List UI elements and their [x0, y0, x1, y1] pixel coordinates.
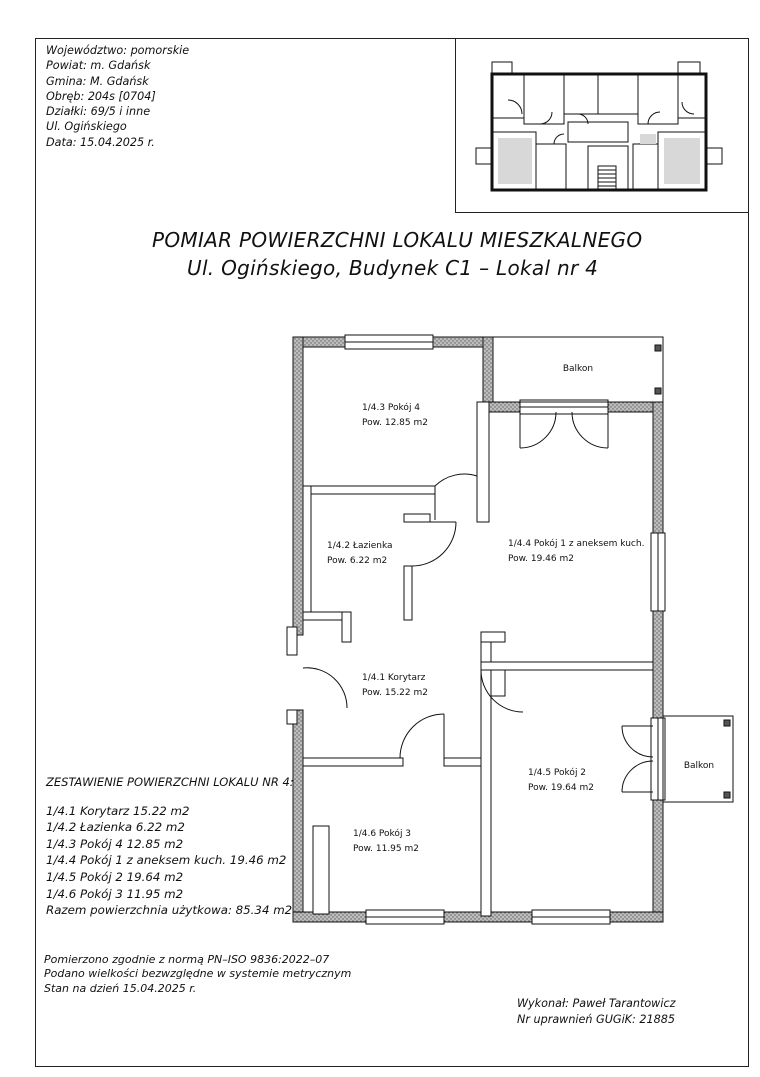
balcony-top: [493, 337, 663, 402]
balcony-right: [663, 716, 733, 802]
room-4-4-area: Pow. 19.46 m2: [508, 554, 574, 564]
room-4-4-name: 1/4.4 Pokój 1 z aneksem kuch.: [508, 539, 645, 549]
room-4-1-name: 1/4.1 Korytarz: [362, 673, 426, 683]
interior-walls: [287, 402, 653, 916]
meta-street: Ul. Ogińskiego: [46, 120, 127, 134]
meta-precinct: Obręb: 204s [0704]: [46, 89, 156, 103]
room-4-1-area: Pow. 15.22 m2: [362, 688, 428, 698]
note-units: Podano wielkości bezwzględne w systemie metrycznym: [44, 967, 352, 981]
balcony-right-label: Balkon: [683, 761, 715, 771]
meta-county: Powiat: m. Gdańsk: [46, 59, 151, 73]
room-4-3-area: Pow. 12.85 m2: [362, 418, 428, 428]
room-4-6-area: Pow. 11.95 m2: [353, 844, 419, 854]
room-4-3-name: 1/4.3 Pokój 4: [362, 403, 421, 413]
note-standard: Pomierzono zgodnie z normą PN–ISO 9836:2022–07: [44, 953, 330, 966]
summary-heading: ZESTAWIENIE POWIERZCHNI LOKALU NR 4:: [46, 775, 294, 789]
summary-item: 1/4.4 Pokój 1 z aneksem kuch. 19.46 m2: [46, 853, 287, 868]
area-summary: [46, 774, 294, 919]
summary-item: 1/4.3 Pokój 4 12.85 m2: [46, 836, 184, 851]
room-4-5-area: Pow. 19.64 m2: [528, 783, 594, 793]
summary-total: Razem powierzchnia użytkowa: 85.34 m2: [46, 903, 293, 918]
meta-plots: Działki: 69/5 i inne: [46, 105, 151, 119]
document-title: POMIAR POWIERZCHNI LOKALU MIESZKALNEGO: [152, 228, 643, 252]
summary-item: 1/4.6 Pokój 3 11.95 m2: [46, 886, 184, 901]
summary-item: 1/4.5 Pokój 2 19.64 m2: [46, 869, 184, 884]
author-name: Wykonał: Paweł Tarantowicz: [517, 997, 676, 1010]
room-4-2-area: Pow. 6.22 m2: [327, 556, 388, 566]
author-block: [517, 996, 675, 1028]
author-license: Nr uprawnień GUGiK: 21885: [517, 1013, 675, 1026]
meta-voivodeship: Województwo: pomorskie: [46, 44, 190, 57]
room-4-2-name: 1/4.2 Łazienka: [327, 541, 393, 551]
meta-commune: Gmina: M. Gdańsk: [46, 74, 149, 88]
summary-item: 1/4.2 Łazienka 6.22 m2: [46, 820, 185, 835]
summary-item: 1/4.1 Korytarz 15.22 m2: [46, 803, 190, 818]
room-4-6-name: 1/4.6 Pokój 3: [353, 829, 412, 839]
measurement-notes: [44, 953, 351, 996]
note-date: Stan na dzień 15.04.2025 r.: [44, 981, 197, 995]
room-4-5-name: 1/4.5 Pokój 2: [528, 768, 587, 778]
balcony-top-label: Balkon: [562, 364, 594, 374]
meta-date: Data: 15.04.2025 r.: [46, 135, 155, 149]
document-subtitle: Ul. Ogińskiego, Budynek C1 – Lokal nr 4: [187, 256, 599, 280]
